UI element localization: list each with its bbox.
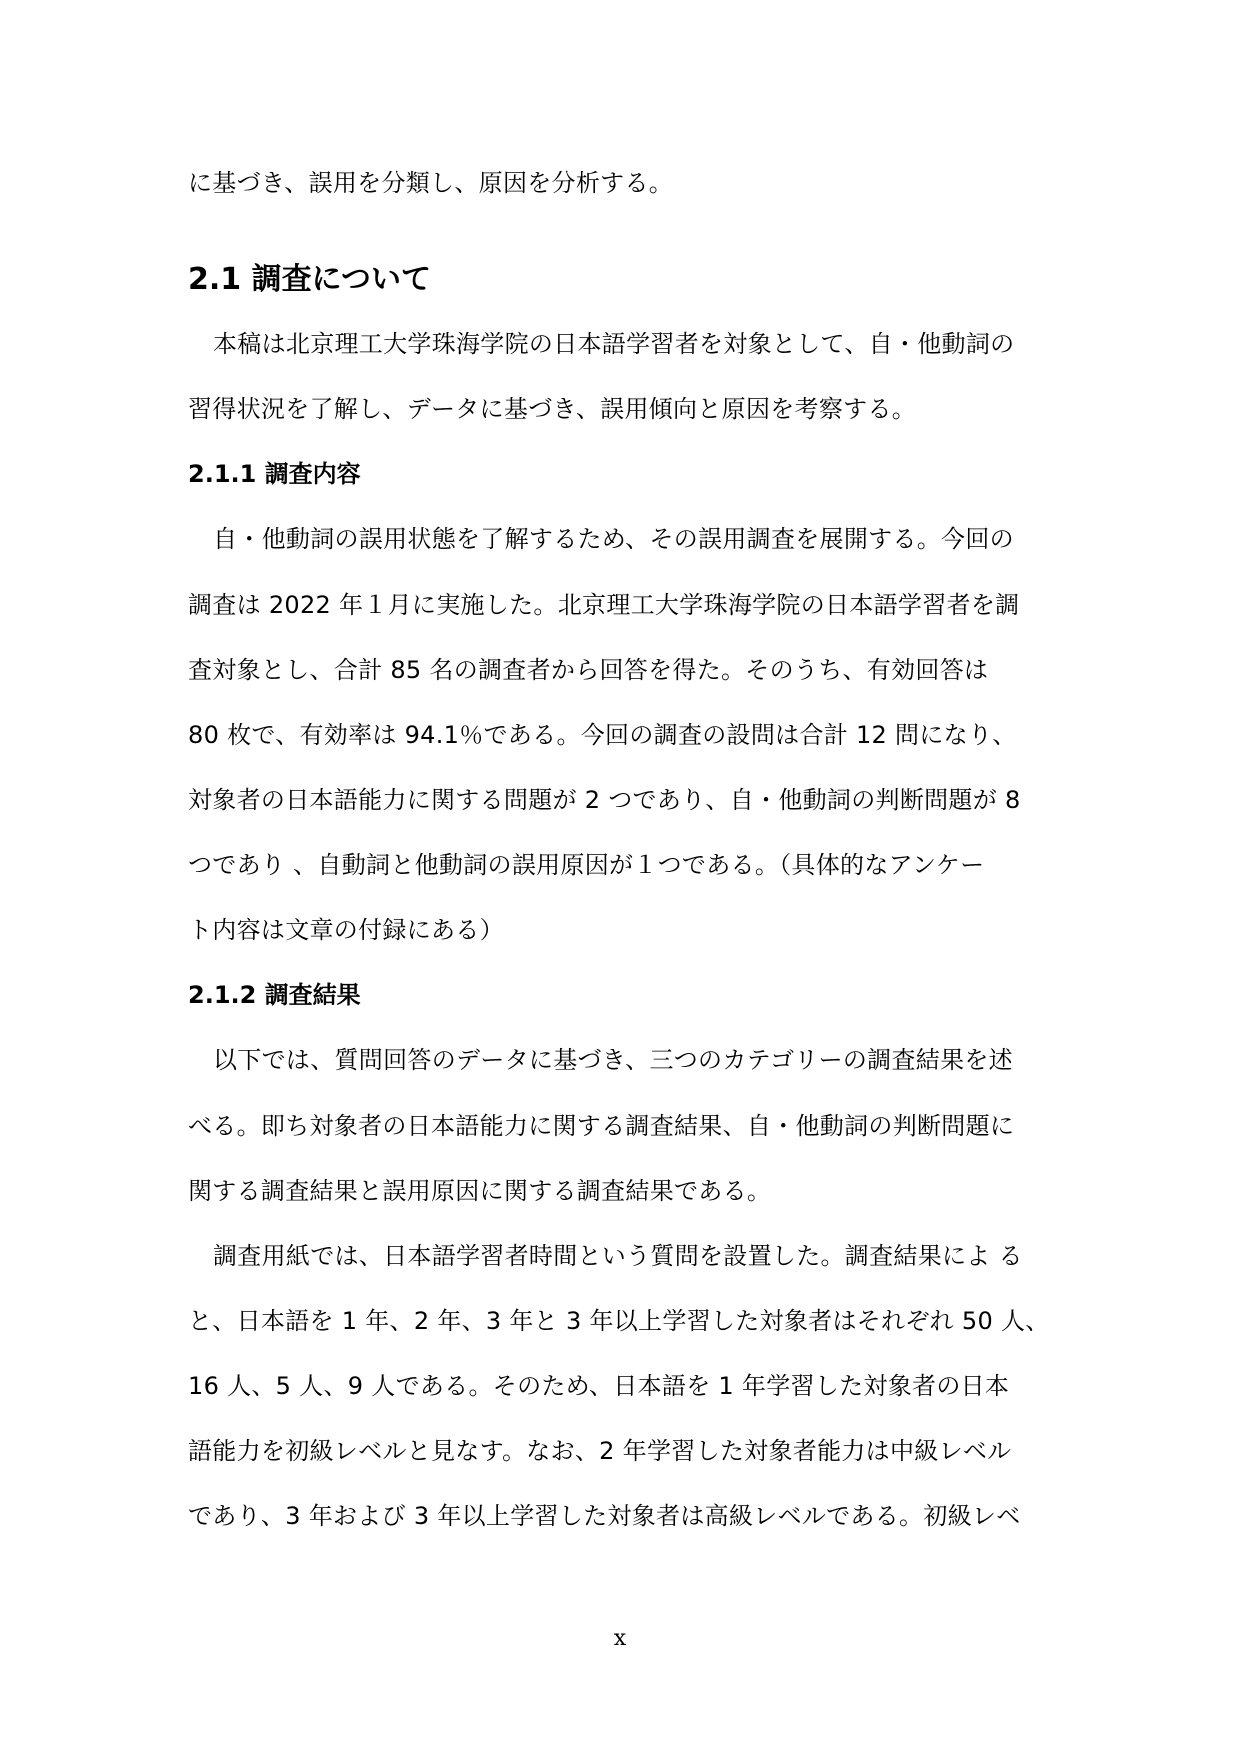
body-line: であり、3 年および 3 年以上学習した対象者は高級レベルである。初級レベ [188,1502,1021,1530]
body-line: ト内容は文章の付録にある） [188,916,504,944]
subsection-heading: 2.1.2 調査結果 [188,981,361,1009]
body-line: 80 枚で、有効率は 94.1％である。今回の調査の設問は合計 12 問になり、 [188,721,1017,749]
body-line: 査対象とし、合計 85 名の調査者から回答を得た。そのうち、有効回答は [188,656,989,684]
body-line: 調査は 2022 年１月に実施した。北京理工大学珠海学院の日本語学習者を調 [188,591,1020,619]
body-line: と、日本語を 1 年、2 年、3 年と 3 年以上学習した対象者はそれぞれ 50 人、 [188,1307,1050,1335]
body-line: 本稿は北京理工大学珠海学院の日本語学習者を対象として、自・他動詞の [213,330,1015,358]
body-line: 関する調査結果と誤用原因に関する調査結果である。 [188,1177,772,1205]
body-line: に基づき、誤用を分類し、原因を分析する。 [188,169,674,197]
body-line: 対象者の日本語能力に関する問題が 2 つであり、自・他動詞の判断問題が 8 [188,786,1021,814]
body-line: 習得状況を了解し、データに基づき、誤用傾向と原因を考察する。 [188,395,917,423]
subsection-heading: 2.1.1 調査内容 [188,460,361,488]
body-line: つであり 、自動詞と他動詞の誤用原因が１つである。（具体的なアンケー [188,851,985,879]
page-number: x [613,1626,627,1651]
body-line: 以下では、質問回答のデータに基づき、三つのカテゴリーの調査結果を述 [213,1046,1013,1074]
body-line: 語能力を初級レベルと見なす。なお、2 年学習した対象者能力は中級レベル [188,1437,1012,1465]
section-heading: 2.1 調査について [188,262,431,297]
body-line: べる。即ち対象者の日本語能力に関する調査結果、自・他動詞の判断問題に [188,1112,1015,1140]
body-line: 調査用紙では、日本語学習者時間という質問を設置した。調査結果によ る [213,1242,1023,1270]
body-line: 16 人、5 人、9 人である。そのため、日本語を 1 年学習した対象者の日本 [188,1372,1010,1400]
body-line: 自・他動詞の誤用状態を了解するため、その誤用調査を展開する。今回の [213,525,1014,553]
